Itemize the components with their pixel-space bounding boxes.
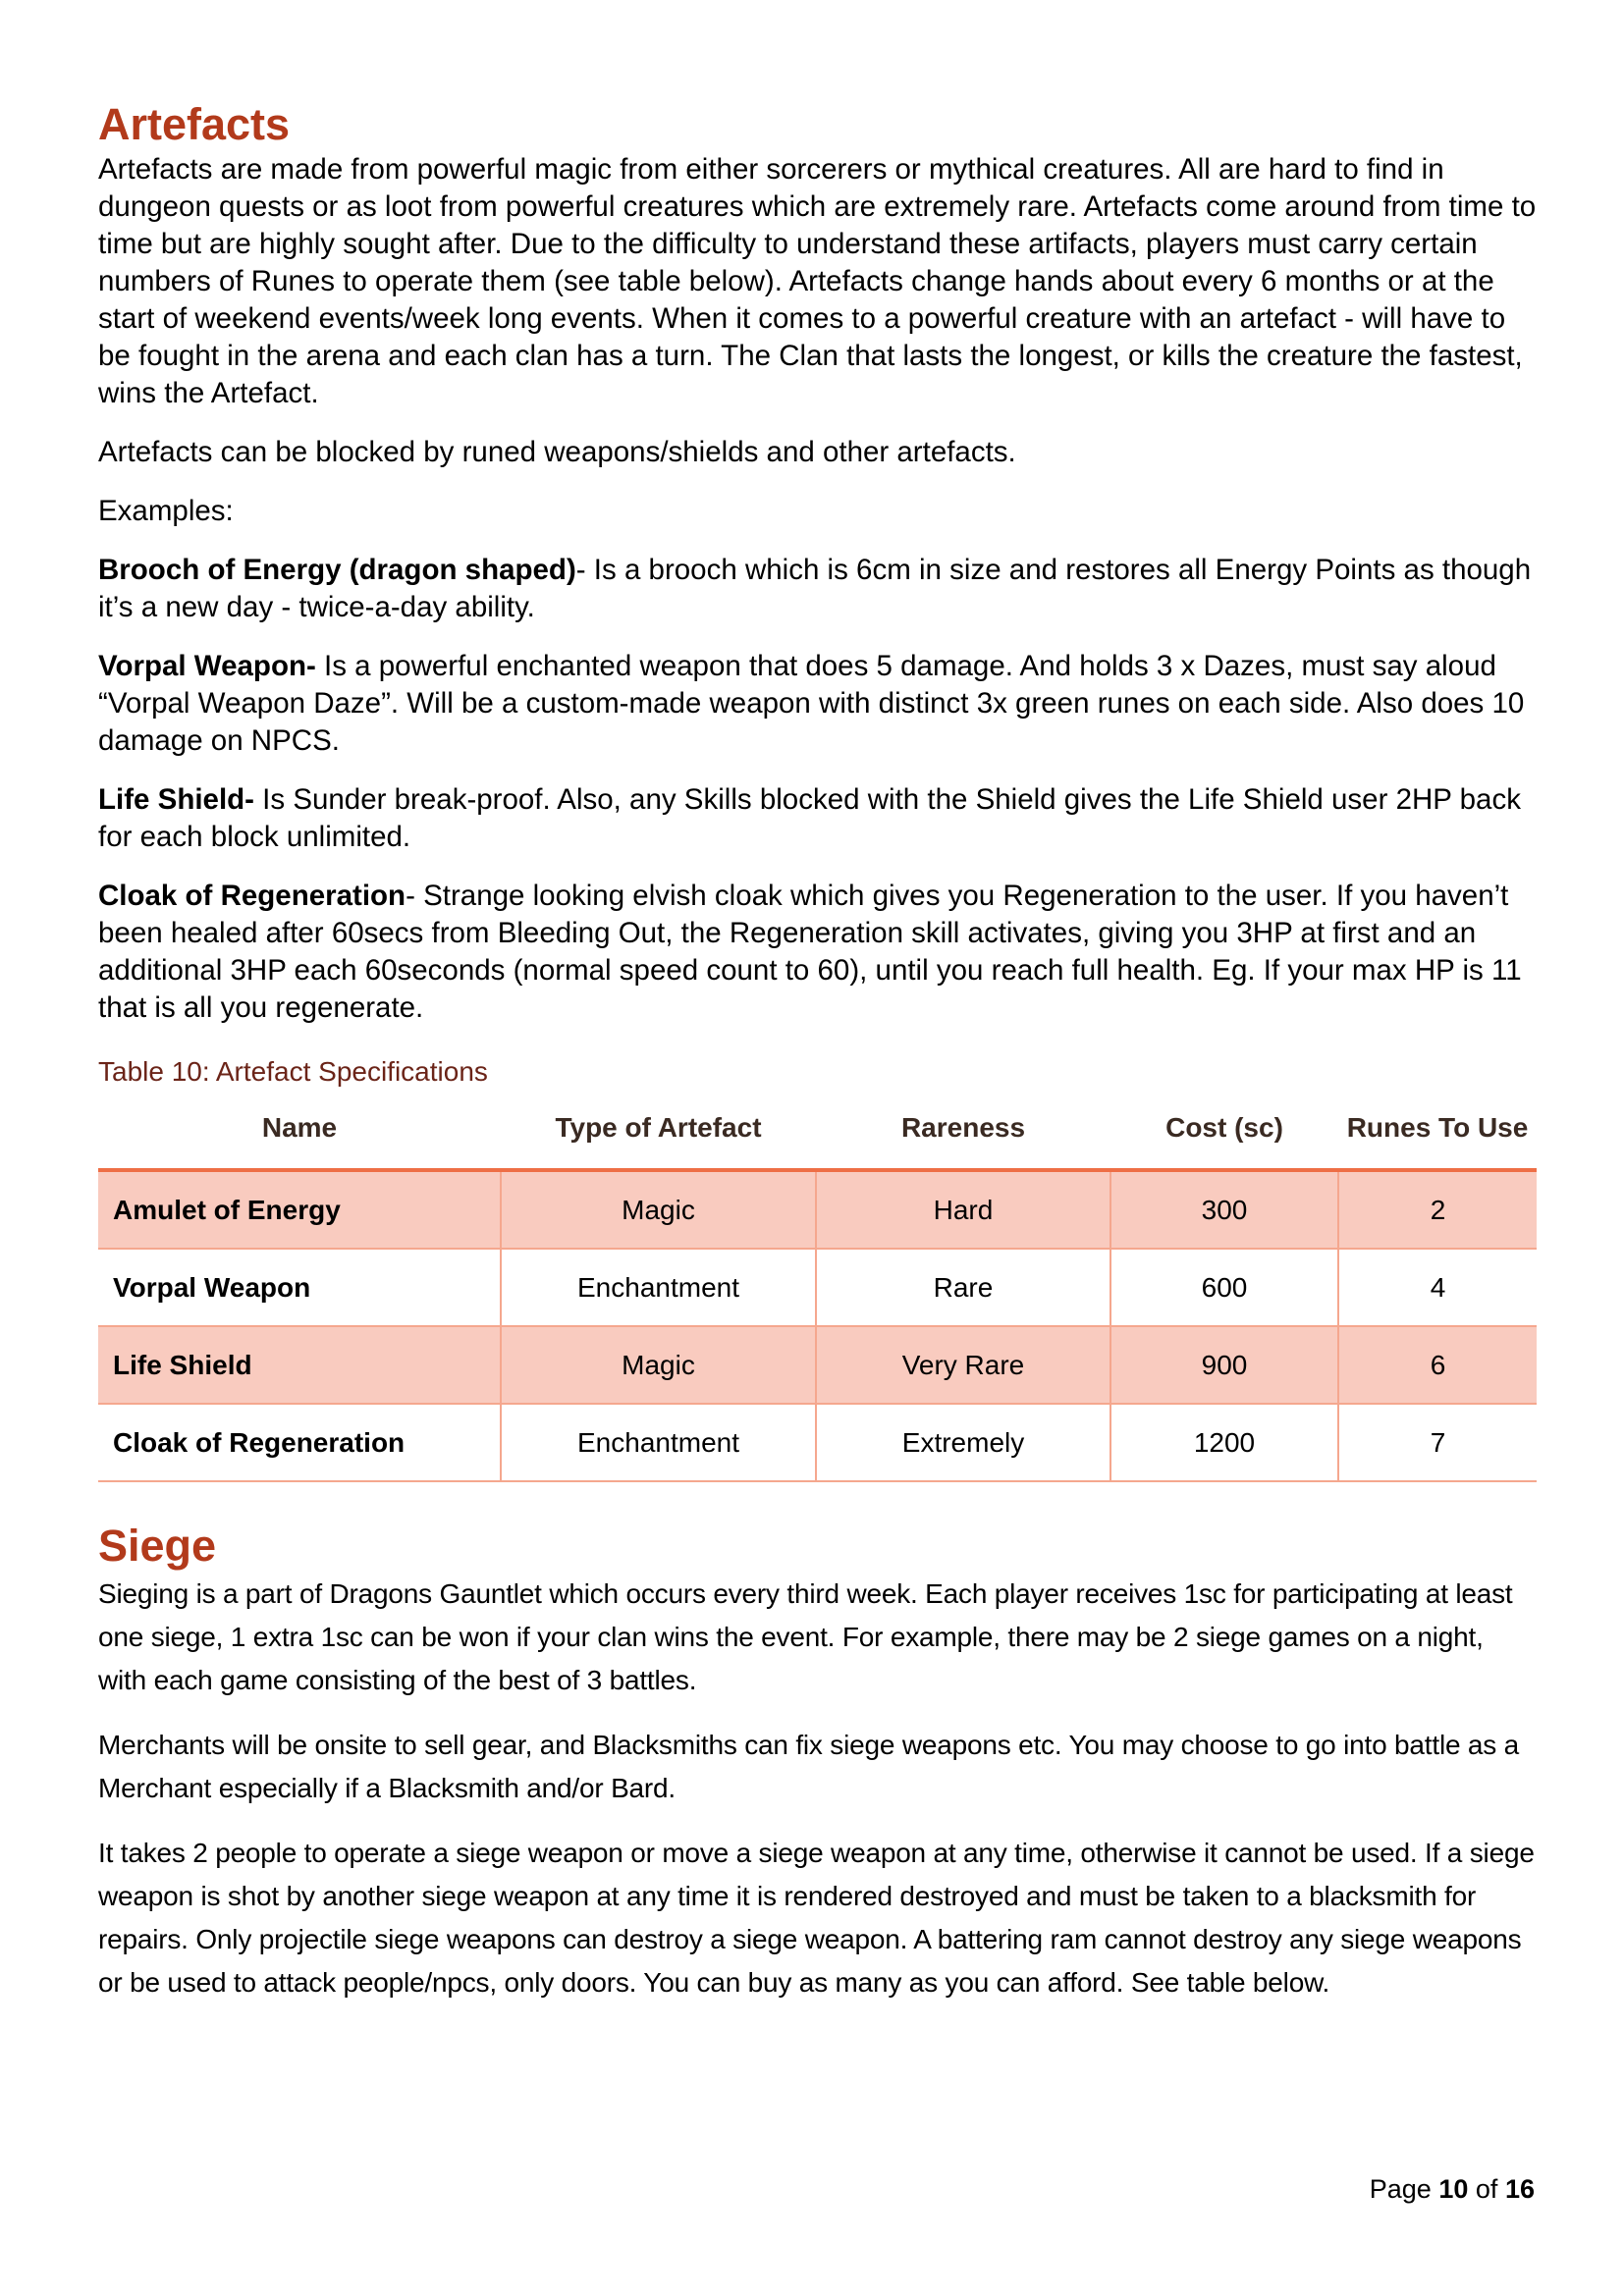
example-name: Cloak of Regeneration — [98, 880, 406, 912]
artefacts-heading: Artefacts — [98, 99, 291, 149]
table-cell: 4 — [1338, 1249, 1537, 1326]
table-caption: Table 10: Artefact Specifications — [98, 1056, 488, 1087]
table-cell: Hard — [816, 1170, 1110, 1249]
table-row — [98, 1404, 1537, 1481]
table-row — [98, 1249, 1537, 1326]
table-cell: 600 — [1110, 1249, 1338, 1326]
example-name: Life Shield- — [98, 783, 254, 816]
page-number: Page 10 of 16 — [1369, 2174, 1535, 2204]
example-name: Vorpal Weapon- — [98, 650, 316, 682]
column-header: Type of Artefact — [501, 1088, 816, 1170]
table-cell: Magic — [501, 1170, 816, 1249]
example-text: Is Sunder break-proof. Also, any Skills blocked with the Shield gives the Life Shield user 2HP back for each block unlimited. — [98, 783, 1521, 853]
table-cell: Magic — [501, 1326, 816, 1404]
example-text: - Strange looking elvish cloak which gives you Regeneration to the user. If you haven’t been healed after 60secs from Bleeding Out, the Regeneration skill activates, giving you 3HP at first and an additional 3HP each 60seconds (normal speed count to 60), until you reach full health. Eg. If your max HP is 11 that is all you regenerate. — [98, 880, 1522, 1024]
artefact-spec-table — [98, 1088, 1537, 1482]
column-header: Cost (sc) — [1110, 1088, 1338, 1170]
artefact-table-block — [98, 1056, 1537, 1482]
table-cell: Rare — [816, 1249, 1110, 1326]
siege-section — [98, 1520, 1537, 2004]
table-cell: Extremely — [816, 1404, 1110, 1481]
table-cell: Life Shield — [98, 1326, 501, 1404]
artefacts-intro: Artefacts are made from powerful magic from either sorcerers or mythical creatures. All are hard to find in dungeon quests or as loot from powerful creatures which are extremely rare. Artefacts come around from time to time but are highly sought after. Due to the difficulty to understand these artifacts, players must carry certain numbers of Runes to operate them (see table below). Artefacts change hands about every 6 months or at the start of weekend events/week long events. When it comes to a powerful creature with an artefact - will have to be fought in the arena and each clan has a turn. The Clan that lasts the longest, or kills the creature the fastest, wins the Artefact. — [98, 153, 1537, 409]
siege-paragraph: It takes 2 people to operate a siege weapon or move a siege weapon at any time, otherwise it cannot be used. If a siege weapon is shot by another siege weapon at any time it is rendered destroyed and must be taken to a blacksmith for repairs. Only projectile siege weapons can destroy a siege weapon. A battering ram cannot destroy any siege weapons or be used to attack people/npcs, only doors. You can buy as many as you can afford. See table below. — [98, 1838, 1535, 1998]
table-cell: 900 — [1110, 1326, 1338, 1404]
table-cell: Vorpal Weapon — [98, 1249, 501, 1326]
table-cell: Amulet of Energy — [98, 1170, 501, 1249]
table-cell: Enchantment — [501, 1249, 816, 1326]
example-item — [98, 552, 1537, 626]
table-row — [98, 1170, 1537, 1249]
artefacts-section — [98, 98, 1537, 1027]
table-cell: Enchantment — [501, 1404, 816, 1481]
examples-label: Examples: — [98, 495, 234, 527]
example-text: Is a powerful enchanted weapon that does 5 damage. And holds 3 x Dazes, must say aloud “Vorpal Weapon Daze”. Will be a custom-made weapon with distinct 3x green runes on each side. Also does 10 damage on NPCS. — [98, 650, 1525, 757]
table-cell: 7 — [1338, 1404, 1537, 1481]
table-cell: 300 — [1110, 1170, 1338, 1249]
total-pages: 16 — [1504, 2174, 1535, 2204]
table-cell: Very Rare — [816, 1326, 1110, 1404]
table-cell: 6 — [1338, 1326, 1537, 1404]
siege-paragraph: Merchants will be onsite to sell gear, and Blacksmiths can fix siege weapons etc. You may choose to go into battle as a Merchant especially if a Blacksmith and/or Bard. — [98, 1730, 1520, 1803]
column-header: Runes To Use — [1338, 1088, 1537, 1170]
table-row — [98, 1326, 1537, 1404]
table-cell: Cloak of Regeneration — [98, 1404, 501, 1481]
table-cell: 1200 — [1110, 1404, 1338, 1481]
example-text: - Is a brooch which is 6cm in size and restores all Energy Points as though it’s a new day - twice-a-day ability. — [98, 554, 1532, 623]
siege-paragraph: Sieging is a part of Dragons Gauntlet which occurs every third week. Each player receives 1sc for participating at least one siege, 1 extra 1sc can be won if your clan wins the event. For example, there may be 2 siege games on a night, with each game consisting of the best of 3 battles. — [98, 1578, 1513, 1695]
siege-heading: Siege — [98, 1521, 217, 1571]
column-header: Rareness — [816, 1088, 1110, 1170]
example-name: Brooch of Energy (dragon shaped) — [98, 554, 576, 586]
example-item — [98, 878, 1537, 1027]
table-cell: 2 — [1338, 1170, 1537, 1249]
artefacts-blocked-note: Artefacts can be blocked by runed weapons/shields and other artefacts. — [98, 436, 1016, 468]
column-header: Name — [98, 1088, 501, 1170]
current-page: 10 — [1438, 2174, 1469, 2204]
example-item — [98, 648, 1537, 760]
example-item — [98, 781, 1537, 856]
